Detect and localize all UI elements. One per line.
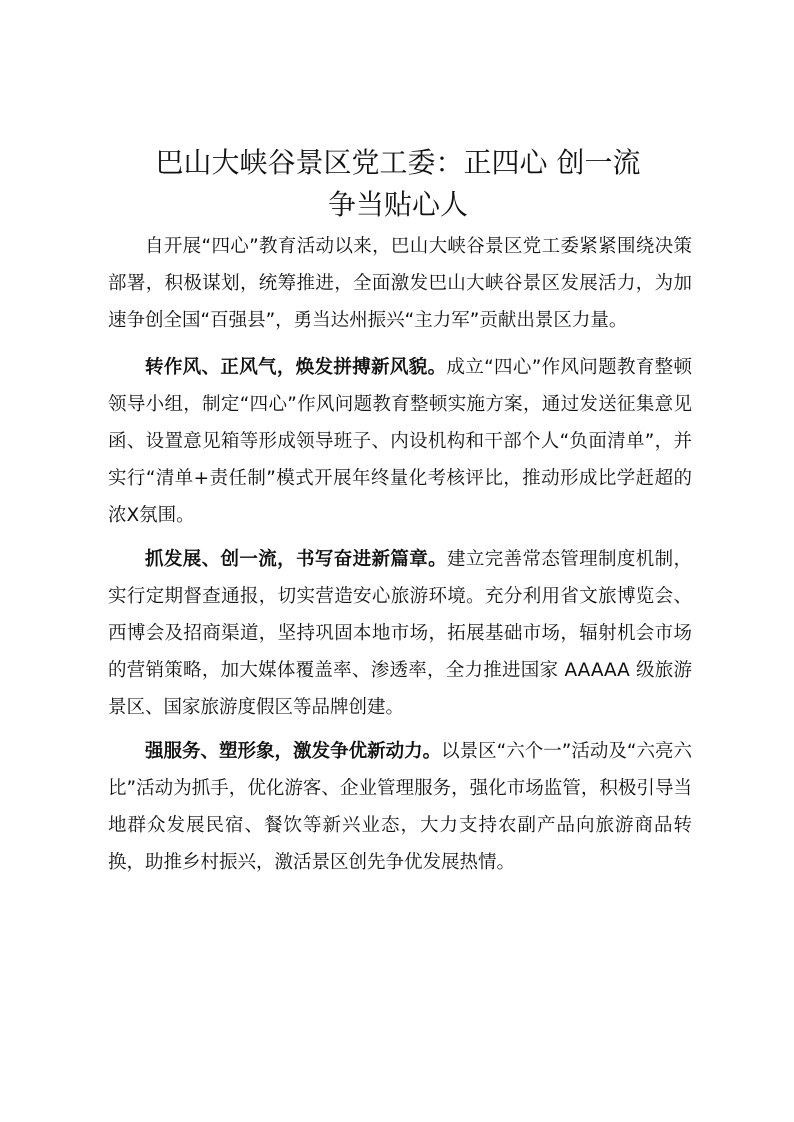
section-text-1: 成立“四心”作风问题教育整顿领导小组，制定“四心”作风问题教育整顿实施方案，通过发送征集意见函、设置意见箱等形成领导班子、内设机构和干部个人“负面清单”，并实行“清单+责任制”模式开展年终量化考核评比，推动形成比学赶超的浓X氛围。 xyxy=(108,357,692,526)
section-paragraph-3 xyxy=(108,733,692,881)
document-title xyxy=(100,142,696,226)
section-paragraph-2 xyxy=(108,541,692,726)
section-heading-2: 抓发展、创一流，书写奋进新篇章。 xyxy=(145,549,447,570)
section-heading-3: 强服务、塑形象，激发争优新动力。 xyxy=(145,741,442,762)
document-body xyxy=(108,228,692,888)
title-line-1: 巴山大峡谷景区党工委：正四心 创一流 xyxy=(155,146,641,179)
section-text-2: 建立完善常态管理制度机制，实行定期督查通报，切实营造安心旅游环境。充分利用省文旅博览会、西博会及招商渠道，坚持巩固本地市场，拓展基础市场，辐射机会市场的营销策略，加大媒体覆盖率、渗透率，全力推进国家 AAAAA 级旅游景区、国家旅游度假区等品牌创建。 xyxy=(108,549,692,718)
section-text-3: 以景区“六个一”活动及“六亮六比”活动为抓手，优化游客、企业管理服务，强化市场监管，积极引导当地群众发展民宿、餐饮等新兴业态，大力支持农副产品向旅游商品转换，助推乡村振兴，激活景区创先争优发展热情。 xyxy=(108,741,692,873)
section-heading-1: 转作风、正风气，焕发拼搏新风貌。 xyxy=(145,357,447,378)
intro-paragraph: 自开展“四心”教育活动以来，巴山大峡谷景区党工委紧紧围绕决策部署，积极谋划，统筹推进，全面激发巴山大峡谷景区发展活力，为加速争创全国“百强县”，勇当达州振兴“主力军”贡献出景区力量。 xyxy=(108,236,692,331)
section-paragraph-1 xyxy=(108,349,692,534)
title-line-2: 争当贴心人 xyxy=(327,188,468,221)
